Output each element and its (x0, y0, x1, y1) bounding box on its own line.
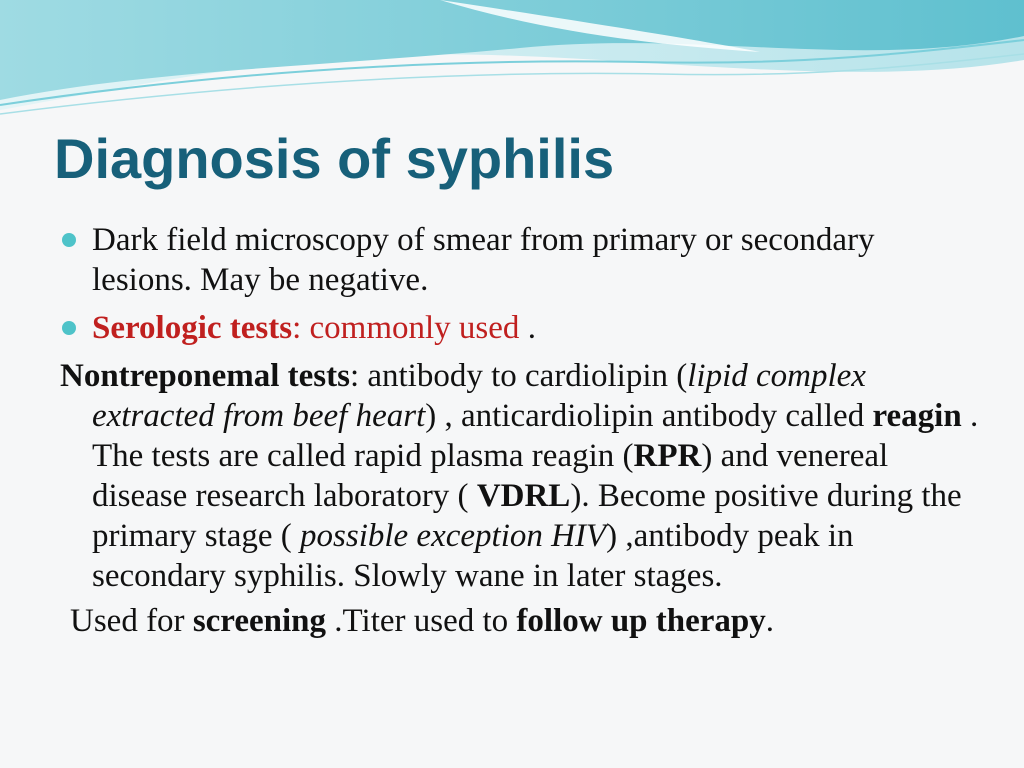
text-segment: ). Become positive during the primary stage ( (92, 478, 962, 554)
bullet-dark-field-microscopy (60, 220, 980, 300)
bullet-text: Dark field microscopy of smear from primary or secondary lesions. May be negative. (92, 222, 875, 298)
text-segment: ) and venereal disease research laboratory ( (92, 438, 889, 514)
bullet-dot-icon (62, 233, 76, 247)
bullet-serologic-tests (60, 308, 980, 348)
bullet-dot-icon (62, 321, 76, 335)
slide-title: Diagnosis of syphilis (54, 127, 615, 190)
text-segment: .Titer used to (326, 603, 517, 639)
italic-hiv-exception: possible exception HIV (300, 518, 607, 554)
text-segment: ) , anticardiolipin antibody called (425, 398, 873, 434)
text-segment: Used for (70, 603, 193, 639)
bold-reagin: reagin (872, 398, 962, 434)
bold-screening: screening (192, 603, 327, 639)
screening-paragraph (60, 601, 980, 641)
nontreponemal-tests-label: Nontreponemal tests (60, 358, 350, 394)
serologic-description: commonly used (301, 310, 520, 346)
text-segment: . The tests are called rapid plasma reagin ( (92, 398, 979, 474)
bold-follow-up-therapy: follow up therapy (516, 603, 766, 639)
header-wave-decoration (0, 0, 1024, 130)
text-segment: ) ,antibody peak in secondary syphilis. Slowly wane in later stages. (92, 518, 854, 594)
text-segment: . (765, 603, 775, 639)
bold-vdrl: VDRL (476, 478, 571, 514)
serologic-trailing-period: . (519, 310, 536, 346)
text-segment: : antibody to cardiolipin ( (349, 358, 688, 394)
slide-content (60, 220, 980, 646)
serologic-tests-label: Serologic tests (92, 310, 293, 346)
serologic-colon: : (292, 310, 302, 346)
bold-rpr: RPR (633, 438, 702, 474)
nontreponemal-tests-paragraph (60, 356, 980, 596)
italic-lipid-complex: lipid complex extracted from beef heart (92, 358, 866, 434)
